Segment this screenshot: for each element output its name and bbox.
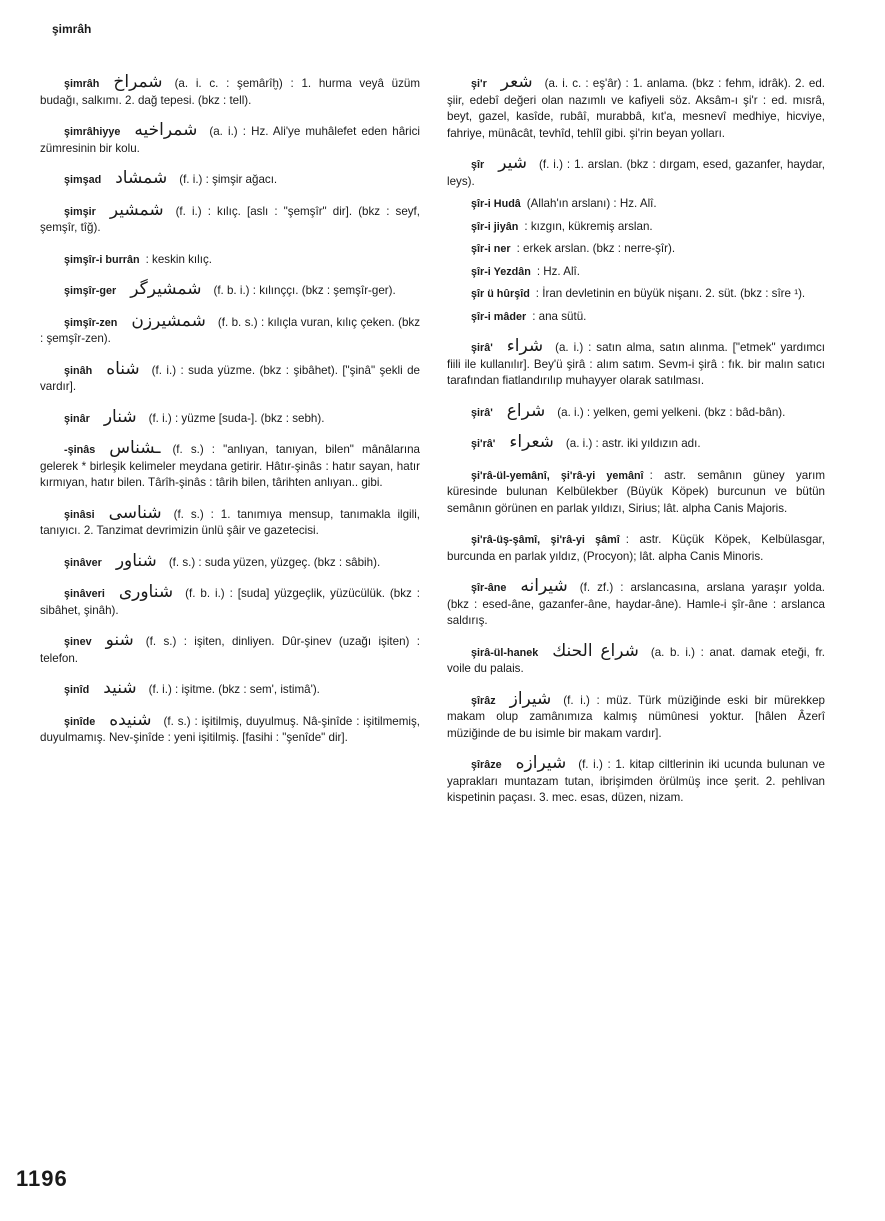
- entry-headword: şîrâze: [471, 759, 502, 771]
- entry-definition: (f. s.) : suda yüzen, yüzgeç. (bkz : sâbih).: [168, 555, 381, 569]
- entry-definition: : ana sütü.: [532, 309, 587, 323]
- entry-definition: : astr. semânın güney yarım küresinde bulunan Kelbülekber (Büyük Köpek) burcunun ve bütün semânın görünen en parlak yıldızı, Sirius; lât. alpha Canis Majoris.: [447, 468, 825, 515]
- entry-arabic-script: شير: [498, 153, 527, 173]
- entry-definition: (f. s.) : işiten, dinliyen. Dûr-şinev (uzağı işiten) : telefon.: [40, 635, 420, 665]
- entry-headword: şirâ-ül-hanek: [471, 646, 539, 659]
- entry-headword: şimrâhiyye: [64, 126, 121, 138]
- entry-definition: : keskin kılıç.: [145, 252, 212, 266]
- entry-arabic-script: شمراخ: [113, 72, 163, 92]
- entry-headword: şinâveri: [64, 588, 105, 600]
- entry-headword: şi'râ-üş-şâmî, şi'râ-yi şâmî: [471, 534, 620, 546]
- entry-headword: şîr-i Hudâ: [471, 198, 521, 210]
- entry-arabic-script: شيرازه: [515, 753, 567, 773]
- entry-headword: şimşîr-ger: [64, 285, 117, 297]
- dictionary-entry: [471, 239, 825, 258]
- dictionary-entry: [471, 217, 825, 236]
- entry-headword: şinâsi: [64, 508, 95, 521]
- dictionary-entry: [447, 400, 825, 422]
- page-number: 1196: [16, 1166, 68, 1191]
- entry-arabic-script: شمراخيه: [134, 120, 198, 140]
- entry-headword: şimşad: [64, 174, 102, 186]
- dictionary-entry: [447, 578, 825, 630]
- entry-arabic-script: ـشناس: [109, 438, 161, 458]
- dictionary-entry: [40, 584, 420, 619]
- entry-definition: : kızgın, kükremiş arslan.: [524, 219, 653, 233]
- entry-headword: şîr-i jiyân: [471, 220, 519, 233]
- entry-arabic-script: شنار: [103, 406, 137, 427]
- dictionary-entry: [447, 338, 825, 390]
- entry-definition: : erkek arslan. (bkz : nerre-şîr).: [516, 242, 676, 255]
- entry-definition: (f. i.) : şimşir ağacı.: [179, 173, 278, 186]
- dictionary-entry: [40, 122, 420, 157]
- entry-arabic-script: شناسى: [108, 502, 162, 523]
- entry-definition: (a. i.) : astr. iki yıldızın adı.: [565, 437, 701, 450]
- dictionary-entry: [471, 262, 825, 281]
- entry-definition: : Hz. Alî.: [536, 264, 580, 278]
- entry-headword: şirâ': [471, 406, 493, 419]
- entry-definition: (f. i.) : işitme. (bkz : sem', istimâ').: [148, 683, 320, 696]
- entry-definition: (f. zf.) : arslancasına, arslana yaraşır yolda. (bkz : esed-âne, gazanfer-âne, haydar-âne). Hamle-i şîr-âne : arslanca saldırış.: [447, 581, 825, 627]
- dictionary-entry: [40, 199, 420, 237]
- dictionary-entry: [40, 632, 420, 667]
- entry-definition: (a. b. i.) : anat. damak eteği, fr. voile du palais.: [447, 645, 826, 675]
- dictionary-entry: [447, 74, 825, 142]
- entry-arabic-script: شمشير: [109, 199, 164, 220]
- entry-definition: (f. i.) : yüzme [suda-]. (bkz : sebh).: [148, 411, 325, 425]
- entry-definition: (f. i.) : müz. Türk müziğinde eski bir mürekkep makam olup zamânımıza kalmış nümûnesi yoktur. [hâlen Âzerî müziğinde de bu isimle bir makam vardır].: [447, 693, 825, 740]
- entry-headword: şîr-i ner: [471, 243, 511, 255]
- entry-definition: (f. s.) : işitilmiş, duyulmuş. Nâ-şinîde : işitilmemiş, duyulmamış. Nev-şinîde : yeni işitilmiş. [fasihi : "şenîde" dir].: [40, 714, 420, 744]
- entry-arabic-script: شمشاد: [115, 168, 168, 188]
- entry-arabic-script: شعراء: [509, 432, 554, 452]
- dictionary-entry: [40, 74, 420, 109]
- entry-definition: (a. i. c. : eş'âr) : 1. anlama. (bkz : fehm, idrâk). 2. ed. şiir, edebî değeri olan nazımlı ve kafiyeli söz. Aksâm-ı şi'r : ed. mısrâ, beyt, gazel, kasîde, rubâî, murabbâ, kıt'a, mesnevî medhiye, hicviye, fahriye, münâcât, tevhîd, tehlîl gibi. şi'rin beyan yolları.: [447, 77, 825, 140]
- entry-arabic-script: شنيده: [109, 709, 152, 730]
- entry-definition: (f. b. i.) : kılınççı. (bkz : şemşîr-ger).: [213, 284, 396, 297]
- dictionary-entry: [40, 440, 420, 492]
- entry-definition: (a. i.) : Hz. Ali'ye muhâlefet eden hârici zümresinin bir kolu.: [40, 125, 420, 155]
- entry-headword: şimşir: [64, 205, 96, 218]
- dictionary-entry: [40, 170, 420, 189]
- left-column: [40, 74, 420, 760]
- entry-arabic-script: شراء: [506, 336, 544, 356]
- entry-headword: şimşîr-zen: [64, 316, 118, 329]
- entry-arabic-script: شعر: [500, 72, 533, 92]
- entry-arabic-script: شنيد: [103, 678, 137, 698]
- entry-headword: şinâh: [64, 364, 93, 377]
- dictionary-entry: [40, 281, 420, 300]
- dictionary-entry: [40, 709, 420, 747]
- entry-arabic-script: شناور: [115, 550, 157, 571]
- entry-headword: şirâ': [471, 342, 493, 354]
- entry-definition: (f. s.) : 1. tanımıya mensup, tanımakla ilgili, tanıyıcı. 2. Tanzimat devrimizin ünlü şâir ve gazetecisi.: [40, 507, 420, 537]
- right-column: [447, 74, 825, 820]
- dictionary-entry: [447, 640, 826, 678]
- entry-definition: (f. i.) : kılıç. [aslı : "şemşîr" dir]. (bkz : seyf, şemşîr, tîğ).: [40, 204, 420, 234]
- entry-arabic-script: شناورى: [118, 582, 174, 602]
- entry-headword: şinîde: [64, 715, 96, 728]
- entry-definition: (Allah'ın arslanı) : Hz. Alî.: [526, 197, 657, 210]
- dictionary-entry: [447, 755, 825, 807]
- entry-definition: (f. b. s.) : kılıçla vuran, kılıç çeken. (bkz : şemşîr-zen).: [40, 315, 420, 345]
- entry-headword: şîr-âne: [471, 582, 507, 594]
- entry-arabic-script: شنو: [105, 630, 134, 650]
- entry-headword: şi'râ': [471, 438, 496, 450]
- entry-definition: (a. i.) : yelken, gemi yelkeni. (bkz : bâd-bân).: [557, 405, 786, 419]
- dictionary-entry: [471, 194, 825, 213]
- dictionary-entry: [40, 406, 420, 428]
- entry-arabic-script: شمشيرگر: [130, 279, 202, 299]
- dictionary-entry: [40, 550, 420, 572]
- entry-definition: (a. i. c. : şemârîḫ) : 1. hurma veyâ üzüm budağı, salkımı. 2. dağ tepesi. (bkz : tell).: [40, 77, 420, 107]
- dictionary-entry: [447, 466, 825, 518]
- dictionary-entry: [447, 530, 825, 565]
- entry-headword: şimşîr-i burrân: [64, 253, 140, 266]
- running-head: şimrâh: [52, 22, 92, 36]
- dictionary-entry: [40, 502, 420, 540]
- entry-headword: şinâr: [64, 412, 90, 425]
- entry-headword: şîr-i mâder: [471, 310, 527, 323]
- entry-headword: şinâver: [64, 556, 102, 569]
- entry-definition: (f. i.) : suda yüzme. (bkz : şibâhet). ["şinâ" şekli de vardır].: [40, 363, 420, 393]
- dictionary-entry: [447, 434, 825, 453]
- entry-arabic-script: شمشيرزن: [131, 310, 206, 331]
- entry-headword: şi'râ-ül-yemânî, şi'râ-yi yemânî: [471, 469, 644, 482]
- entry-headword: şi'r: [471, 78, 487, 90]
- entry-arabic-script: شناه: [106, 358, 140, 379]
- dictionary-entry: [471, 284, 825, 303]
- entry-definition: (f. s.) : "anlıyan, tanıyan, bilen" mânâlarına gelerek * birleşik kelimeler meydana getirir. Hâtır-şinâs : hatır sayan, hatır kırmıyan, hatır bilen. Târîh-şinâs : târih bilen, târihten anlıyan.. gibi.: [40, 443, 420, 489]
- entry-definition: : İran devletinin en büyük nişanı. 2. süt. (bkz : sîre ¹).: [535, 287, 806, 300]
- dictionary-entry: [447, 155, 825, 190]
- entry-headword: şinîd: [64, 684, 90, 696]
- entry-headword: şîr-i Yezdân: [471, 265, 531, 278]
- dictionary-entry: [40, 250, 420, 269]
- entry-definition: : astr. Küçük Köpek, Kelbülasgar, burcunda en parlak yıldız, (Procyon); lât. alpha Canis Minoris.: [447, 533, 825, 563]
- entry-headword: şîrâz: [471, 694, 496, 707]
- dictionary-entry: [40, 310, 420, 348]
- dictionary-entry: [40, 680, 420, 699]
- dictionary-entry: [471, 307, 825, 326]
- entry-definition: (f. b. i.) : [suda] yüzgeçlik, yüzücülük. (bkz : sibâhet, şinâh).: [40, 587, 420, 617]
- entry-definition: (f. i.) : 1. kitap ciltlerinin iki ucunda bulunan ve yaprakları muntazam tutan, ibrişimden örülmüş ince şerit. 2. pehlivan kispetinin paçası. 3. mec. esas, düzen, nizam.: [447, 758, 825, 804]
- entry-headword: şimrâh: [64, 78, 100, 90]
- entry-headword: şîr: [471, 159, 485, 171]
- entry-headword: şîr ü hûrşîd: [471, 288, 530, 300]
- entry-arabic-script: شراع: [506, 400, 546, 421]
- entry-arabic-script: شيراز: [509, 688, 552, 709]
- entry-headword: şinev: [64, 636, 92, 648]
- entry-arabic-script: شيرانه: [520, 576, 568, 596]
- entry-headword: -şinâs: [64, 444, 96, 456]
- entry-arabic-script: شراع الحنك: [552, 640, 639, 661]
- entry-definition: (f. i.) : 1. arslan. (bkz : dırgam, esed, gazanfer, haydar, leys).: [447, 158, 825, 188]
- dictionary-entry: [40, 358, 420, 396]
- dictionary-entry: [447, 688, 825, 743]
- entry-definition: (a. i.) : satın alma, satın alınma. ["etmek" yardımcı fiili ile kullanılır]. Bey'ü şirâ : alım satım. Sevm-i şirâ : fık. bir malın satıcı tarafından fiatlandırılıp muhayyer olarak satılması.: [447, 341, 825, 387]
